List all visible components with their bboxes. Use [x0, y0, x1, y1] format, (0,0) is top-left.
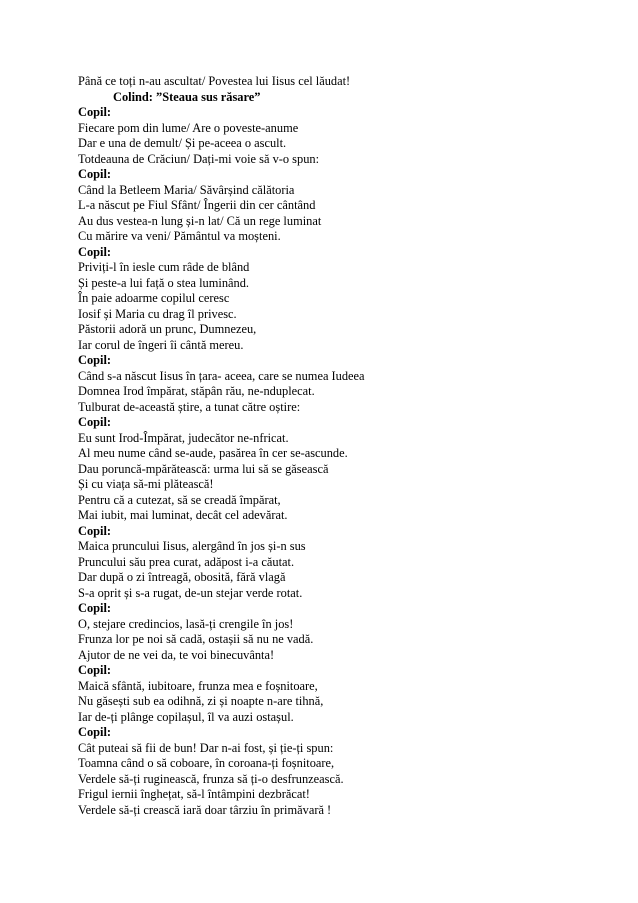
- text-line: Toamna când o să coboare, în coroana-ți foșnitoare,: [78, 756, 335, 770]
- speaker-label: Copil:: [78, 167, 112, 181]
- text-line: Când la Betleem Maria/ Săvârșind călătoria: [78, 182, 295, 197]
- document-page: [78, 74, 618, 818]
- text-line: Al meu nume când se-aude, pasărea în cer se-ascunde.: [78, 446, 348, 460]
- speaker-label: Copil:: [78, 105, 112, 119]
- text-line: S-a oprit și s-a rugat, de-un stejar verde rotat.: [78, 585, 303, 600]
- text-line: Pruncului său prea curat, adăpost i-a căutat.: [78, 554, 295, 569]
- text-line: Cât puteai să fii de bun! Dar n-ai fost, și ție-ți spun:: [78, 740, 334, 755]
- text-line: Priviți-l în iesle cum râde de blând: [78, 260, 250, 274]
- speaker-label: Copil:: [78, 725, 112, 739]
- speaker-label: Copil:: [78, 244, 112, 259]
- text-line: Dar e una de demult/ Și pe-aceea o ascult.: [78, 136, 287, 150]
- text-line: Frigul iernii înghețat, să-l întâmpini dezbrăcat!: [78, 787, 310, 801]
- text-line: Nu găsești sub ea odihnă, zi și noapte n-are tihnă,: [78, 694, 324, 708]
- text-line: Cu mărire va veni/ Pământul va moșteni.: [78, 229, 281, 243]
- text-line: Ajutor de ne vei da, te voi binecuvânta!: [78, 647, 275, 662]
- text-line: Dar după o zi întreagă, obosită, fără vlagă: [78, 570, 286, 584]
- text-line: Iar de-ți plânge copilașul, îl va auzi ostașul.: [78, 709, 294, 724]
- text-line: În paie adoarme copilul ceresc: [78, 291, 230, 305]
- text-line: Maică sfântă, iubitoare, frunza mea e foșnitoare,: [78, 678, 318, 693]
- speaker-label: Copil:: [78, 663, 112, 677]
- text-line: O, stejare credincios, lasă-ți crengile în jos!: [78, 616, 294, 631]
- song-title: Colind: ”Steaua sus răsare”: [113, 89, 261, 104]
- text-line: Iosif și Maria cu drag îl privesc.: [78, 306, 237, 321]
- text-line: Când s-a născut Iisus în țara- aceea, care se numea Iudeea: [78, 368, 365, 383]
- text-line: Până ce toți n-au ascultat/ Povestea lui Iisus cel lăudat!: [78, 74, 351, 88]
- text-line: Eu sunt Irod-Împărat, judecător ne-nfricat.: [78, 430, 289, 445]
- text-line: Tulburat de-această știre, a tunat către oștire:: [78, 399, 301, 414]
- speaker-label: Copil:: [78, 601, 112, 615]
- text-line: Maica pruncului Iisus, alergând în jos și-n sus: [78, 539, 306, 553]
- text-line: Totdeauna de Crăciun/ Dați-mi voie să v-o spun:: [78, 151, 320, 166]
- text-line: Verdele să-ți crească iară doar târziu în primăvară !: [78, 802, 332, 817]
- speaker-label: Copil:: [78, 415, 112, 429]
- text-line: L-a născut pe Fiul Sfânt/ Îngerii din cer cântând: [78, 198, 316, 212]
- text-line: Păstorii adoră un prunc, Dumnezeu,: [78, 322, 257, 336]
- speaker-label: Copil:: [78, 523, 112, 538]
- text-line: Dau poruncă-mpărătească: urma lui să se găsească: [78, 461, 329, 476]
- text-line: Pentru că a cutezat, să se creadă împărat,: [78, 492, 281, 507]
- speaker-label: Copil:: [78, 353, 112, 367]
- text-line: Frunza lor pe noi să cadă, ostașii să nu ne vadă.: [78, 632, 314, 646]
- text-line: Iar corul de îngeri îi cântă mereu.: [78, 337, 244, 352]
- text-line: Și cu viața să-mi plătească!: [78, 477, 214, 491]
- text-line: Domnea Irod împărat, stăpân rău, ne-nduplecat.: [78, 384, 315, 398]
- text-line: Mai iubit, mai luminat, decât cel adevărat.: [78, 508, 288, 522]
- text-line: Fiecare pom din lume/ Are o poveste-anume: [78, 120, 299, 135]
- text-line: Și peste-a lui față o stea luminând.: [78, 275, 250, 290]
- text-line: Au dus vestea-n lung și-n lat/ Că un rege luminat: [78, 213, 322, 228]
- text-line: Verdele să-ți ruginească, frunza să ți-o desfrunzească.: [78, 771, 344, 786]
